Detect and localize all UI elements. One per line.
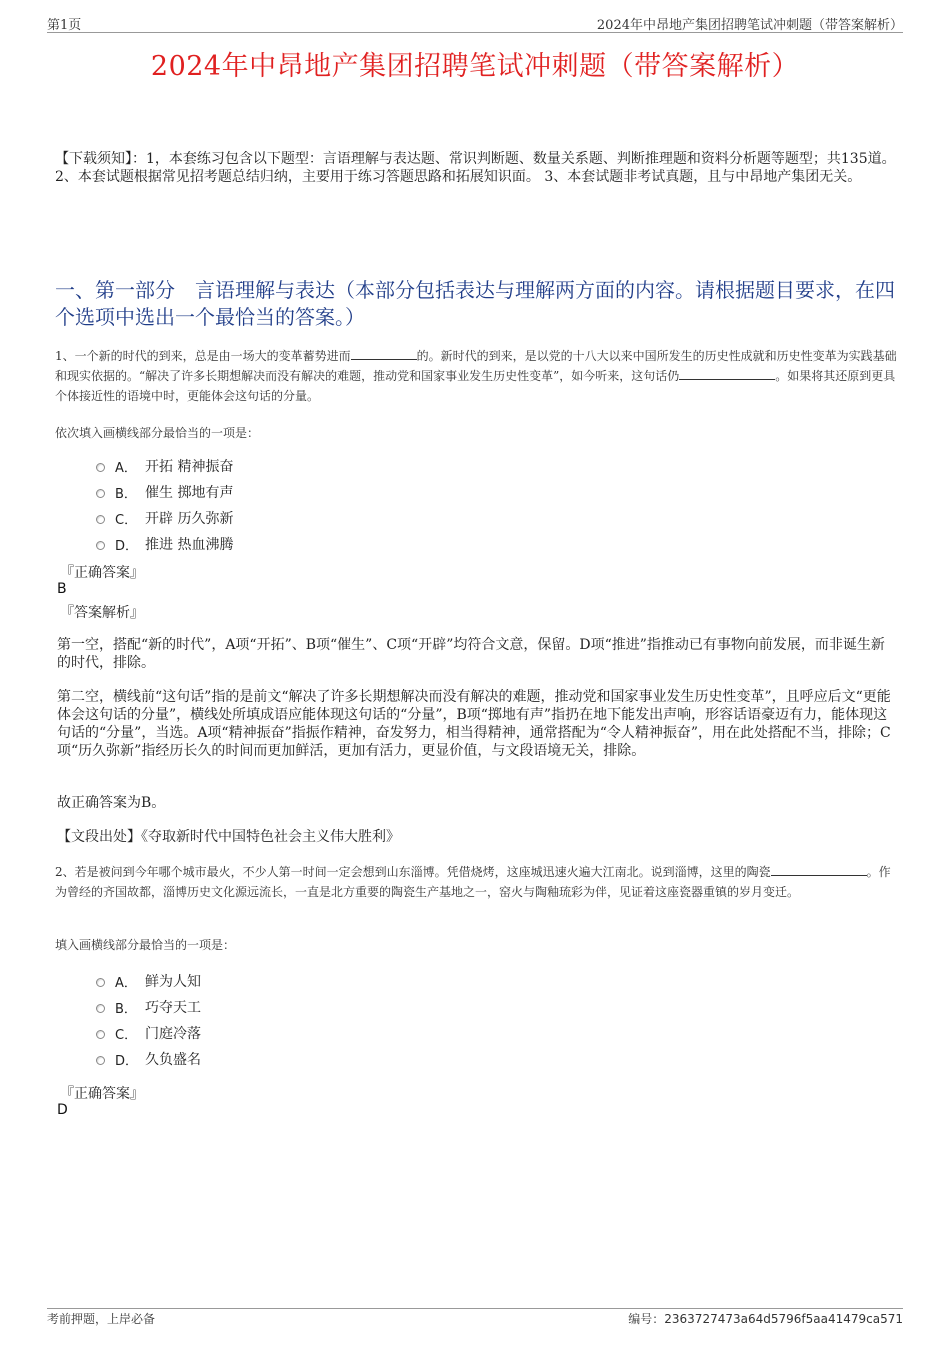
option-text: 催生 掷地有声 bbox=[145, 485, 234, 501]
download-notice: 【下载须知】：1，本套练习包含以下题型：言语理解与表达题、常识判断题、数量关系题、判断推理题和资料分析题等题型；共135道。 2、本套试题根据常见招考题总结归纳，主要用于练习答题思路和拓展知识面。 3、本套试题非考试真题，且与中昂地产集团无关。 bbox=[55, 151, 896, 185]
option-text: 门庭冷落 bbox=[145, 1026, 201, 1042]
correct-answer: D bbox=[57, 1102, 68, 1118]
option-text: 开拓 精神振奋 bbox=[145, 459, 234, 475]
correct-answer-label: 『正确答案』 bbox=[60, 1086, 144, 1102]
question-1-prompt: 依次填入画横线部分最恰当的一项是： bbox=[55, 426, 260, 440]
analysis-conclusion: 故正确答案为B。 bbox=[57, 795, 166, 811]
document-title: 2024年中昂地产集团招聘笔试冲刺题（带答案解析） bbox=[150, 51, 800, 82]
radio-icon[interactable] bbox=[96, 489, 105, 498]
analysis-paragraph-2: 第二空，横线前“这句话”指的是前文“解决了许多长期想解决而没有解决的难题，推动党和国家事业发生历史性变革”，且呼应后文“更能体会这句话的分量”，横线处所填成语应能体现这句话的“分量”，B项“掷地有声”指扔在地下能发出声响，形容话语豪迈有力，能体现这句话的“分量”，当选。A项“精神振奋”指振作精神，奋发努力，相当得精神，通常搭配为“令人精神振奋”，用在此处搭配不当，排除；C项“历久弥新”指经历长久的时间而更加鲜活，更加有活力，更显价值，与文段语境无关，排除。 bbox=[57, 689, 891, 759]
page-number: 第1页 bbox=[47, 18, 82, 33]
radio-icon[interactable] bbox=[96, 1030, 105, 1039]
question-2-option-c[interactable] bbox=[96, 1023, 201, 1043]
option-text: 巧夺天工 bbox=[145, 1000, 201, 1016]
footer-slogan: 考前押题，上岸必备 bbox=[47, 1312, 156, 1326]
option-letter: B． bbox=[115, 1001, 137, 1017]
option-letter: B． bbox=[115, 486, 137, 502]
radio-icon[interactable] bbox=[96, 463, 105, 472]
option-letter: A． bbox=[115, 460, 137, 476]
header-doc-title: 2024年中昂地产集团招聘笔试冲刺题（带答案解析） bbox=[596, 18, 903, 33]
question-1-text-c: 。如果将其还原到更具个体接近性的语境中时，更能体会这句话的分量。 bbox=[55, 369, 896, 403]
option-text: 久负盛名 bbox=[145, 1052, 201, 1068]
correct-answer: B bbox=[57, 581, 67, 597]
question-2-prompt: 填入画横线部分最恰当的一项是： bbox=[55, 938, 236, 952]
question-2-option-a[interactable] bbox=[96, 971, 201, 991]
fill-blank bbox=[351, 347, 417, 360]
question-2-text-b: 。作为曾经的齐国故都，淄博历史文化源远流长，一直是北方重要的陶瓷生产基地之一，窑火与陶釉琉彩为伴，见证着这座瓷器重镇的岁月变迁。 bbox=[55, 865, 891, 899]
footer-divider bbox=[47, 1308, 903, 1309]
serial-label: 编号： bbox=[628, 1312, 665, 1326]
radio-icon[interactable] bbox=[96, 541, 105, 550]
option-letter: C． bbox=[115, 512, 138, 528]
radio-icon[interactable] bbox=[96, 1056, 105, 1065]
correct-answer-label: 『正确答案』 bbox=[60, 565, 144, 581]
question-1-text-b: 的。新时代的到来，是以党的十八大以来中国所发生的历史性成就和历史性变革为实践基础和现实依据的。“解决了许多长期想解决而没有解决的难题，推动党和国家事业发生历史性变革”，如今听来，这句话仍 bbox=[55, 349, 897, 383]
passage-source: 【文段出处】《夺取新时代中国特色社会主义伟大胜利》 bbox=[57, 829, 400, 845]
analysis-paragraph-1: 第一空，搭配“新的时代”，A项“开拓”、B项“催生”、C项“开辟”均符合文意，保留。D项“推进”指推动已有事物向前发展，而非诞生新的时代，排除。 bbox=[57, 637, 885, 671]
footer-serial bbox=[628, 1310, 903, 1327]
question-2-stem bbox=[55, 862, 900, 902]
question-2-option-d[interactable] bbox=[96, 1049, 201, 1069]
question-2-option-b[interactable] bbox=[96, 997, 201, 1017]
serial-code: 2363727473a64d5796f5aa41479ca571 bbox=[664, 1312, 903, 1326]
option-letter: D． bbox=[115, 1053, 139, 1069]
section-heading: 一、第一部分 言语理解与表达（本部分包括表达与理解两方面的内容。请根据题目要求，在四个选项中选出一个最恰当的答案。） bbox=[55, 278, 895, 329]
question-1-text-a: 1、一个新的时代的到来，总是由一场大的变革蓄势进而 bbox=[55, 349, 351, 363]
analysis-label: 『答案解析』 bbox=[60, 605, 144, 621]
option-text: 推进 热血沸腾 bbox=[145, 537, 234, 553]
option-letter: A． bbox=[115, 975, 137, 991]
option-text: 鲜为人知 bbox=[145, 974, 201, 990]
question-1-option-a[interactable] bbox=[96, 456, 233, 476]
question-1-option-c[interactable] bbox=[96, 508, 233, 528]
question-1-stem bbox=[55, 346, 900, 406]
question-2-text-a: 2、若是被问到今年哪个城市最火，不少人第一时间一定会想到山东淄博。凭借烧烤，这座城迅速火遍大江南北。说到淄博，这里的陶瓷 bbox=[55, 865, 771, 879]
radio-icon[interactable] bbox=[96, 515, 105, 524]
question-1-option-d[interactable] bbox=[96, 534, 233, 554]
fill-blank bbox=[679, 367, 775, 380]
fill-blank bbox=[771, 863, 867, 876]
question-1-option-b[interactable] bbox=[96, 482, 233, 502]
radio-icon[interactable] bbox=[96, 978, 105, 987]
option-letter: D． bbox=[115, 538, 139, 554]
radio-icon[interactable] bbox=[96, 1004, 105, 1013]
option-text: 开辟 历久弥新 bbox=[145, 511, 234, 527]
header-divider bbox=[47, 32, 903, 33]
option-letter: C． bbox=[115, 1027, 138, 1043]
